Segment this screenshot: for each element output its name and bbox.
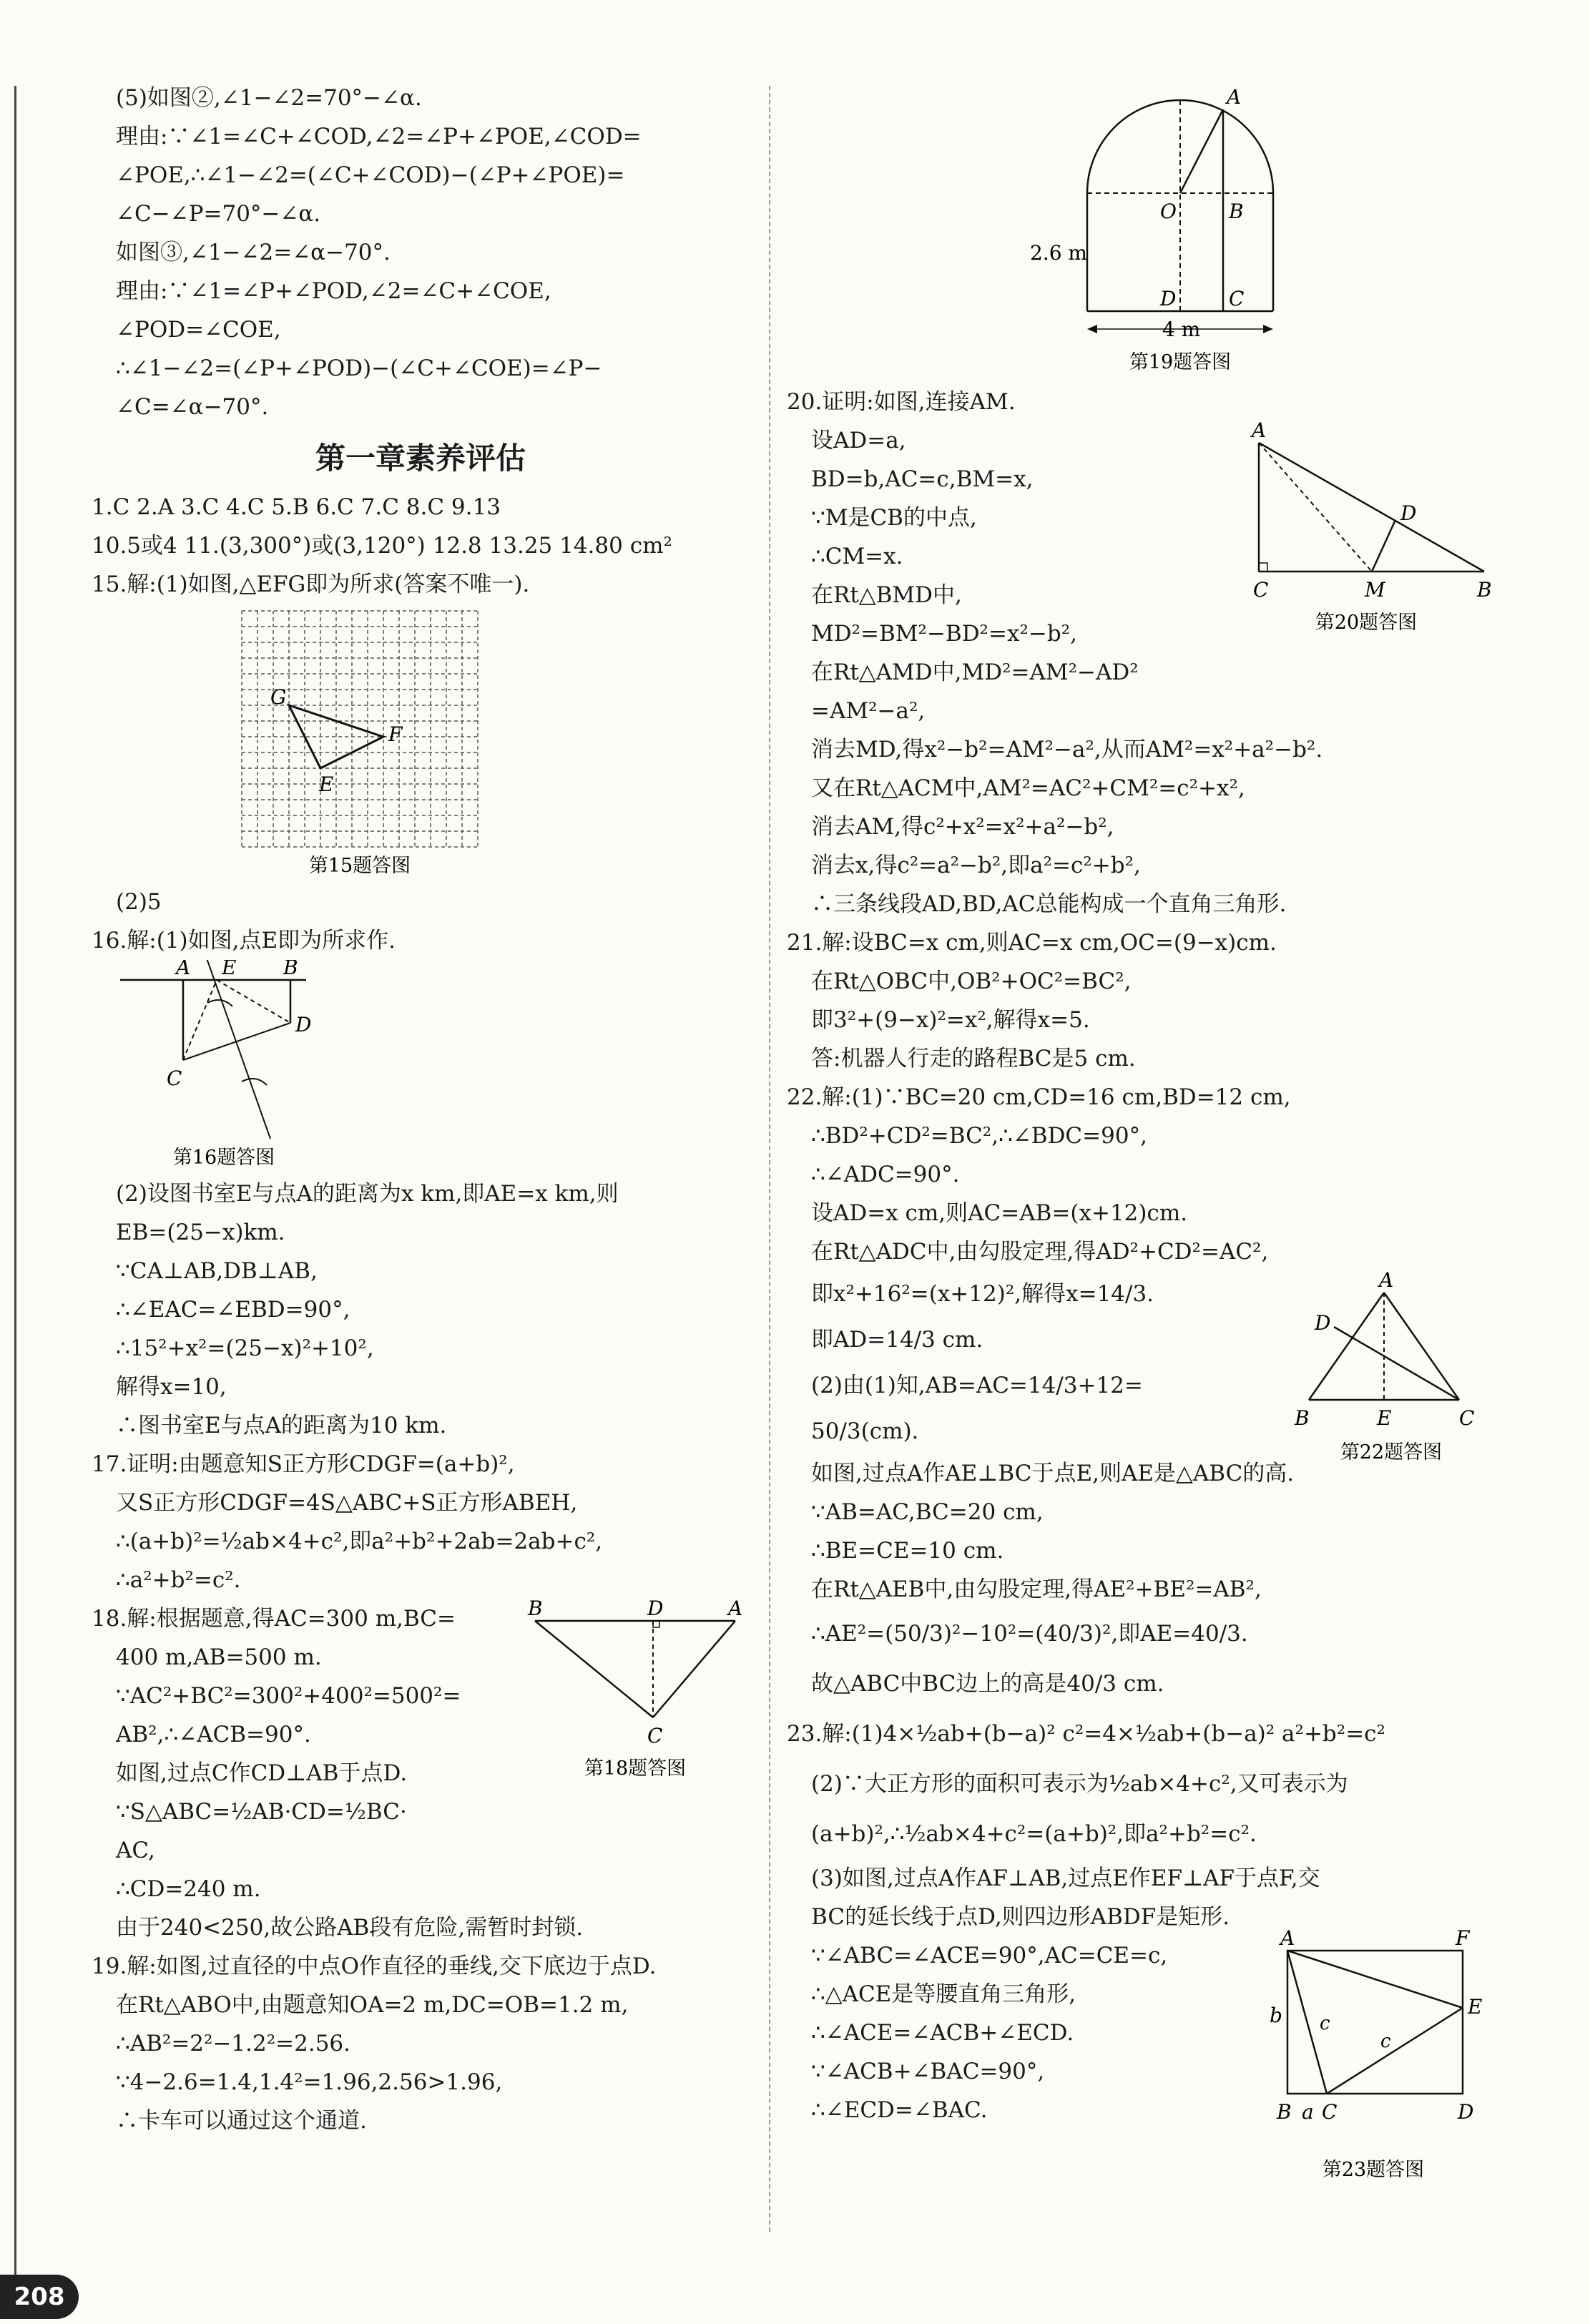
text-line: 设AD=a, xyxy=(811,428,906,453)
text-line: 理由:∵∠1=∠C+∠COD,∠2=∠P+∠POE,∠COD= xyxy=(116,124,642,149)
figure-caption: 第22题答图 xyxy=(1340,1441,1443,1463)
label-b: B xyxy=(1477,578,1492,602)
left-column xyxy=(92,79,750,2140)
figure-caption: 第16题答图 xyxy=(172,1147,275,1169)
text-line: ∴AB²=2²−1.2²=2.56. xyxy=(116,2031,350,2056)
text-line: ∴△ACE是等腰直角三角形, xyxy=(811,1981,1076,2007)
text-line: ∠POE,∴∠1−∠2=(∠C+∠COD)−(∠P+∠POE)= xyxy=(116,162,625,188)
text-line: 又在Rt△ACM中,AM²=AC²+CM²=c²+x², xyxy=(811,775,1245,801)
text-line: ∴∠ECD=∠BAC. xyxy=(811,2097,988,2123)
figure-caption: 第20题答图 xyxy=(1315,612,1418,634)
text-line: (2)设图书室E与点A的距离为x km,即AE=x km,则 xyxy=(116,1181,619,1207)
figure-23 xyxy=(1259,1929,1488,2187)
label-c: C xyxy=(1229,287,1245,310)
label-b: B xyxy=(1295,1406,1310,1430)
text-line: ∵AC²+BC²=300²+400²=500²= xyxy=(116,1683,461,1709)
text-line: ∴(a+b)²=½ab×4+c²,即a²+b²+2ab=2ab+c², xyxy=(116,1529,603,1554)
grid-triangle-diagram xyxy=(92,604,750,883)
figure-22 xyxy=(1287,1271,1495,1471)
text-line: 23.解:(1)4×½ab+(b−a)² c²=4×½ab+(b−a)² a²+b²=c² xyxy=(787,1721,1385,1747)
answers-row-1: 1.C 2.A 3.C 4.C 5.B 6.C 7.C 8.C 9.13 xyxy=(92,494,501,520)
text-line: 即3²+(9−x)²=x²,解得x=5. xyxy=(811,1007,1090,1033)
q15-text: 15.解:(1)如图,△EFG即为所求(答案不唯一). xyxy=(92,572,530,597)
text-line: ∵4−2.6=1.4,1.4²=1.96,2.56>1.96, xyxy=(116,2069,503,2095)
label-d: D xyxy=(1400,501,1417,525)
text-line: ∠C=∠α−70°. xyxy=(116,394,269,420)
label-b: B xyxy=(283,960,298,979)
construction-diagram xyxy=(92,960,750,1175)
label-c: C xyxy=(167,1067,182,1090)
text-line: 由于240<250,故公路AB段有危险,需暂时封锁. xyxy=(116,1915,584,1941)
text-line: 理由:∵∠1=∠P+∠POD,∠2=∠C+∠COE, xyxy=(116,278,551,304)
text-line: ∵CA⊥AB,DB⊥AB, xyxy=(116,1258,318,1284)
text-line: BC的延长线于点D,则四边形ABDF是矩形. xyxy=(811,1904,1230,1930)
text-line: ∴AE²=(50/3)²−10²=(40/3)²,即AE=40/3. xyxy=(811,1621,1248,1647)
text-line: ∴a²+b²=c². xyxy=(116,1567,241,1593)
text-line: 在Rt△OBC中,OB²+OC²=BC², xyxy=(811,969,1132,994)
label-side-c2: c xyxy=(1380,2031,1391,2052)
label-b: B xyxy=(1277,2100,1292,2124)
label-d: D xyxy=(647,1599,664,1620)
text-line: 在Rt△AEB中,由勾股定理,得AE²+BE²=AB², xyxy=(811,1577,1262,1602)
text-line: ∴BD²+CD²=BC²,∴∠BDC=90°, xyxy=(811,1123,1147,1149)
label-f: F xyxy=(1456,1929,1470,1950)
text-line: (5)如图②,∠1−∠2=70°−∠α. xyxy=(116,85,422,111)
text-line: 19.解:如图,过直径的中点O作直径的垂线,交下底边于点D. xyxy=(92,1953,657,1979)
figure-caption: 第18题答图 xyxy=(584,1757,687,1780)
text-line: (a+b)²,∴½ab×4+c²=(a+b)²,即a²+b²=c². xyxy=(811,1821,1257,1847)
text-line: 设AD=x cm,则AC=AB=(x+12)cm. xyxy=(811,1200,1188,1226)
column-divider xyxy=(769,86,770,2232)
text-line: AB²,∴∠ACB=90°. xyxy=(116,1722,311,1747)
label-d: D xyxy=(1315,1311,1331,1335)
text-line: ∵S△ABC=½AB·CD=½BC· xyxy=(116,1799,407,1825)
text-line: 如图③,∠1−∠2=∠α−70°. xyxy=(116,240,391,265)
text-line: ∴三条线段AD,BD,AC总能构成一个直角三角形. xyxy=(811,891,1287,917)
text-line: ∵∠ACB+∠BAC=90°, xyxy=(811,2059,1045,2084)
text-line: ∴CD=240 m. xyxy=(116,1876,261,1902)
text-line: ∴∠ADC=90°. xyxy=(811,1162,960,1187)
label-d: D xyxy=(295,1013,312,1036)
label-side-c1: c xyxy=(1320,2013,1330,2034)
label-a: A xyxy=(1252,421,1267,442)
answers-row-2: 10.5或4 11.(3,300°)或(3,120°) 12.8 13.25 14.80 cm² xyxy=(92,533,672,559)
text-line: ∴∠1−∠2=(∠P+∠POD)−(∠C+∠COE)=∠P− xyxy=(116,356,602,381)
chapter-title: 第一章素养评估 xyxy=(315,441,526,476)
label-e: E xyxy=(319,773,334,796)
text-line: 即AD=14/3 cm. xyxy=(811,1327,983,1353)
text-line: 50/3(cm). xyxy=(811,1418,919,1444)
text-line: 消去x,得c²=a²−b²,即a²=c²+b², xyxy=(811,853,1141,878)
label-a: A xyxy=(1379,1271,1394,1292)
label-m: M xyxy=(1365,578,1385,602)
margin-line xyxy=(14,86,16,2275)
label-side-b: b xyxy=(1270,2004,1282,2027)
label-o: O xyxy=(1160,200,1177,223)
label-a: A xyxy=(1227,85,1242,109)
page-number: 208 xyxy=(0,2275,79,2319)
text-line: 又S正方形CDGF=4S△ABC+S正方形ABEH, xyxy=(116,1490,578,1516)
label-a: A xyxy=(1280,1929,1295,1950)
text-line: ∵AB=AC,BC=20 cm, xyxy=(811,1499,1044,1525)
text-line: 消去AM,得c²+x²=x²+a²−b², xyxy=(811,814,1114,840)
text-line: 20.证明:如图,连接AM. xyxy=(787,389,1016,415)
label-d: D xyxy=(1458,2100,1474,2124)
text-line: 如图,过点C作CD⊥AB于点D. xyxy=(116,1760,408,1786)
label-f: F xyxy=(388,722,403,746)
text-line: 17.证明:由题意知S正方形CDGF=(a+b)², xyxy=(92,1451,515,1477)
text-line: 故△ABC中BC边上的高是40/3 cm. xyxy=(811,1671,1164,1697)
text-line: 如图,过点A作AE⊥BC于点E,则AE是△ABC的高. xyxy=(811,1461,1295,1486)
figure-16 xyxy=(92,960,750,1175)
text-line: =AM²−a², xyxy=(811,698,926,724)
label-b: B xyxy=(528,1599,543,1620)
text-line: ∠POD=∠COE, xyxy=(116,317,281,343)
text-line: ∴∠EAC=∠EBD=90°, xyxy=(116,1297,350,1323)
figure-15 xyxy=(92,604,750,883)
tunnel-diagram xyxy=(787,75,1495,383)
figure-caption: 第23题答图 xyxy=(1322,2159,1425,2181)
text-line: (3)如图,过点A作AF⊥AB,过点E作EF⊥AF于点F,交 xyxy=(811,1865,1320,1891)
text-line: AC, xyxy=(116,1838,155,1863)
label-e: E xyxy=(1468,1995,1483,2019)
figure-18 xyxy=(521,1599,750,1785)
text-line: ∴CM=x. xyxy=(811,544,903,569)
text-line: ∴卡车可以通过这个通道. xyxy=(116,2108,367,2134)
text-line: ∵M是CB的中点, xyxy=(811,505,977,531)
text-line: ∴∠ACE=∠ACB+∠ECD. xyxy=(811,2020,1074,2046)
label-height: 2.6 m xyxy=(1030,241,1087,265)
label-e: E xyxy=(222,960,237,979)
text-line: 消去MD,得x²−b²=AM²−a²,从而AM²=x²+a²−b². xyxy=(811,737,1323,763)
text-line: 22.解:(1)∵BC=20 cm,CD=16 cm,BD=12 cm, xyxy=(787,1084,1291,1110)
text-line: MD²=BM²−BD²=x²−b², xyxy=(811,621,1077,647)
figure-20 xyxy=(1230,421,1495,636)
text-line: 在Rt△ADC中,由勾股定理,得AD²+CD²=AC², xyxy=(811,1239,1269,1265)
figure-caption: 第19题答图 xyxy=(1129,351,1232,373)
text-line: EB=(25−x)km. xyxy=(116,1220,285,1245)
label-e: E xyxy=(1377,1406,1392,1430)
text-line: 解得x=10, xyxy=(116,1374,227,1400)
right-column xyxy=(787,75,1495,2181)
text-line: 在Rt△AMD中,MD²=AM²−AD² xyxy=(811,660,1139,685)
text-line: ∵∠ABC=∠ACE=90°,AC=CE=c, xyxy=(811,1943,1168,1968)
text-line: 21.解:设BC=x cm,则AC=x cm,OC=(9−x)cm. xyxy=(787,930,1277,956)
text-line: (2)∵大正方形的面积可表示为½ab×4+c²,又可表示为 xyxy=(811,1771,1348,1797)
label-a: A xyxy=(176,960,191,979)
text-line: 即x²+16²=(x+12)²,解得x=14/3. xyxy=(811,1281,1154,1307)
label-c: C xyxy=(1322,2100,1338,2124)
label-side-a: a xyxy=(1302,2100,1314,2124)
q16-text: 16.解:(1)如图,点E即为所求作. xyxy=(92,928,396,953)
text-line: 400 m,AB=500 m. xyxy=(116,1644,322,1670)
text-line: ∴BE=CE=10 cm. xyxy=(811,1538,1004,1564)
text-line: ∴图书室E与点A的距离为10 km. xyxy=(116,1413,447,1438)
text-line: ∠C−∠P=70°−∠α. xyxy=(116,201,321,227)
figure-19 xyxy=(787,75,1495,383)
label-d: D xyxy=(1160,287,1177,310)
text-line: 在Rt△ABO中,由题意知OA=2 m,DC=OB=1.2 m, xyxy=(116,1992,629,2018)
text-line: BD=b,AC=c,BM=x, xyxy=(811,466,1034,492)
text-line: 在Rt△BMD中, xyxy=(811,582,962,608)
text-line: 18.解:根据题意,得AC=300 m,BC= xyxy=(92,1606,456,1632)
label-c: C xyxy=(1459,1406,1475,1430)
label-width: 4 m xyxy=(1162,318,1201,341)
label-c: C xyxy=(1253,578,1269,602)
q15-part2: (2)5 xyxy=(116,889,162,915)
figure-caption: 第15题答图 xyxy=(308,855,411,877)
label-c: C xyxy=(647,1724,663,1747)
label-a: A xyxy=(728,1599,743,1620)
text-line: (2)由(1)知,AB=AC=14/3+12= xyxy=(811,1373,1143,1398)
label-b: B xyxy=(1229,200,1244,223)
text-line: 答:机器人行走的路程BC是5 cm. xyxy=(811,1046,1136,1072)
text-line: ∴15²+x²=(25−x)²+10², xyxy=(116,1335,374,1361)
label-g: G xyxy=(270,685,287,709)
